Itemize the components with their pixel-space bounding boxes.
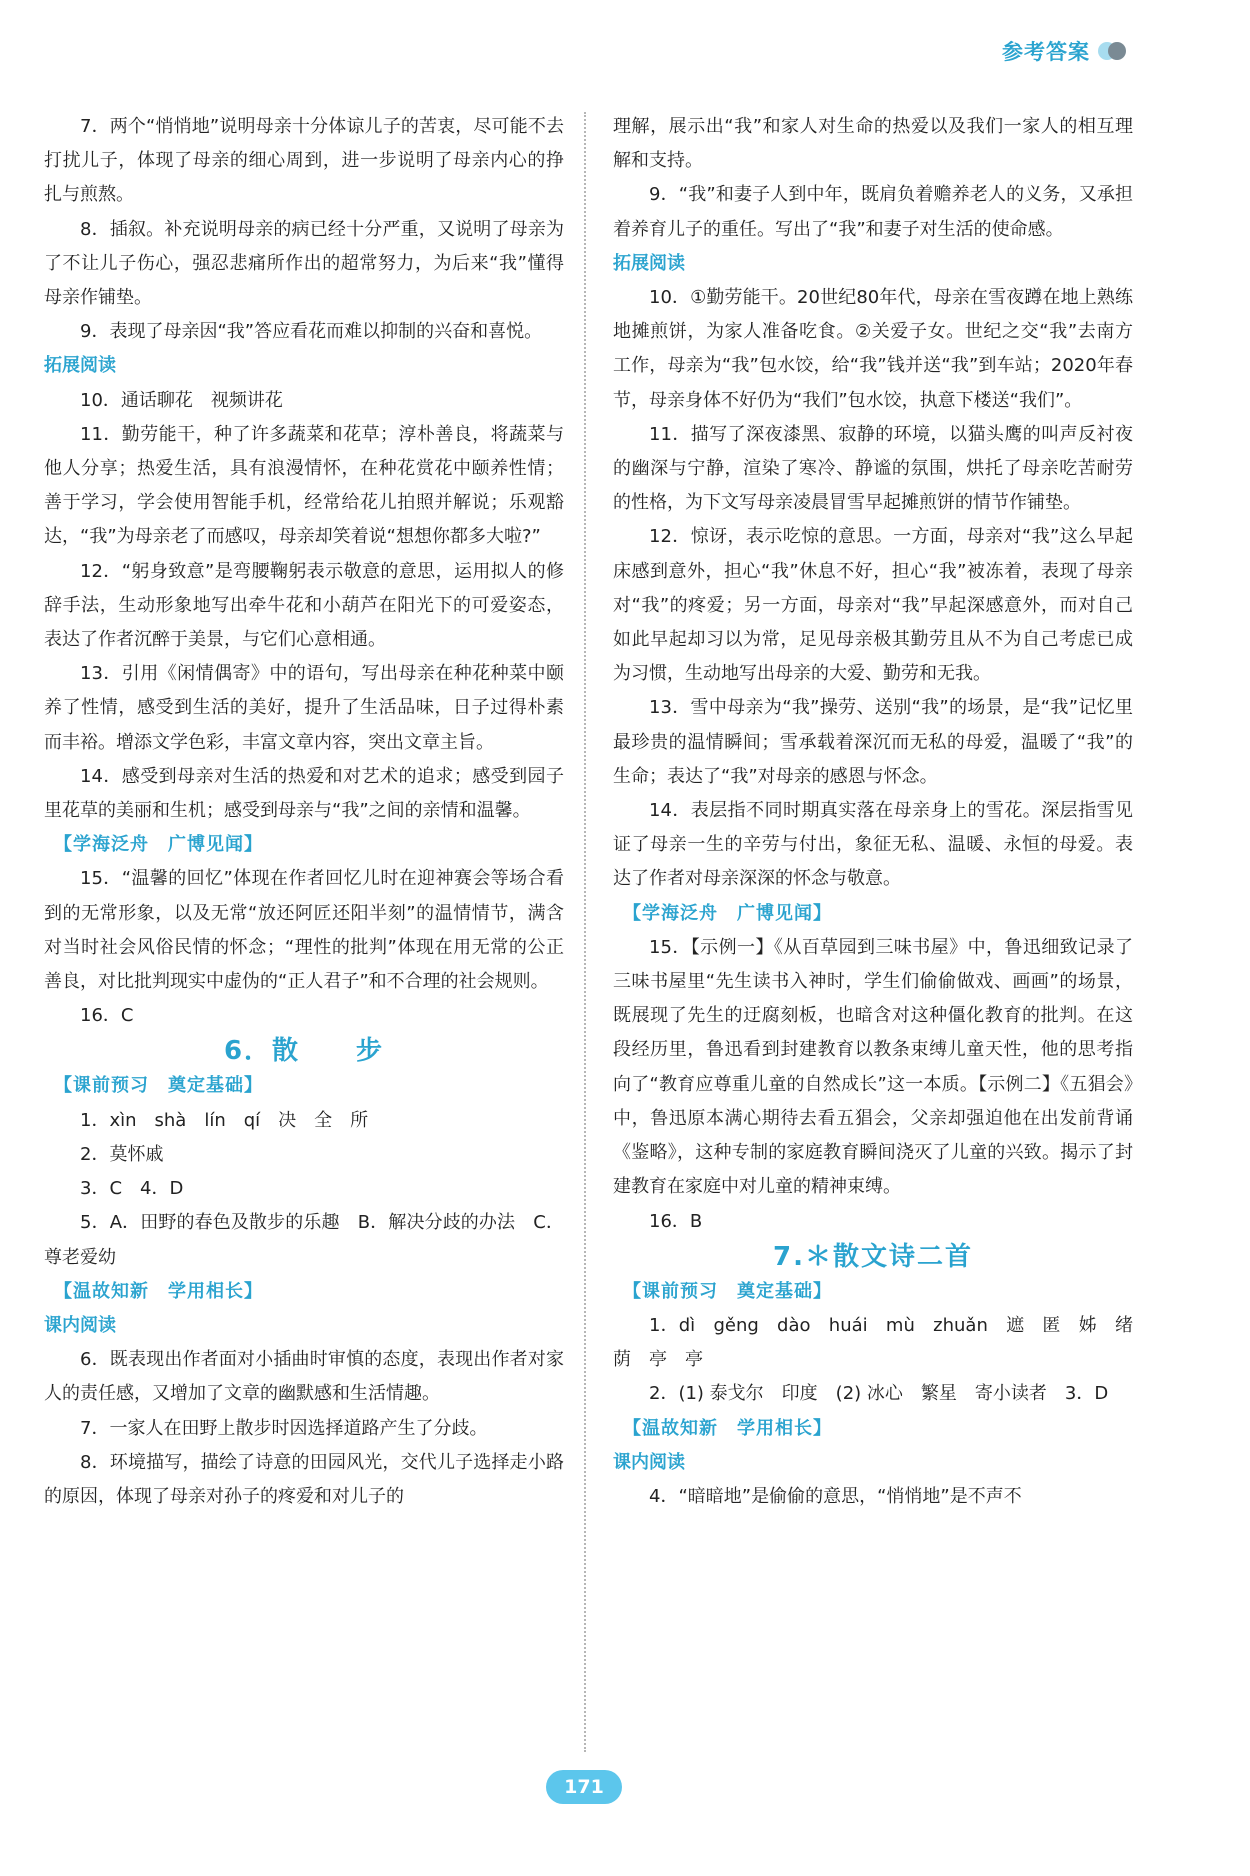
answer-paragraph: 11．勤劳能干，种了许多蔬菜和花草；淳朴善良，将蔬菜与他人分享；热爱生活，具有浪漫情怀，在种花赏花中颐养性情；善于学习，学会使用智能手机，经常给花儿拍照并解说；乐观豁达，“我”为母亲老了而感叹，母亲却笑着说“想想你都多大啦?” <box>44 423 564 548</box>
answer-paragraph: 5．A．田野的春色及散步的乐趣 B．解决分歧的办法 C．尊老爱幼 <box>44 1212 564 1268</box>
lesson-title: 7.＊散文诗二首 <box>773 1241 973 1272</box>
answer-paragraph: 14．表层指不同时期真实落在母亲身上的雪花。深层指雪见证了母亲一生的辛劳与付出，象征无私、温暖、永恒的母爱。表达了作者对母亲深深的怀念与敬意。 <box>613 800 1133 890</box>
answer-paragraph: 12．惊讶，表示吃惊的意思。一方面，母亲对“我”这么早起床感到意外，担心“我”休息不好，担心“我”被冻着，表现了母亲对“我”的疼爱；另一方面，母亲对“我”早起深感意外，而对自己如此早起却习以为常，足见母亲极其勤劳且从不为自己考虑已成为习惯，生动地写出母亲的大爱、勤劳和无我。 <box>613 526 1133 685</box>
answer-paragraph: 9．表现了母亲因“我”答应看花而难以抑制的兴奋和喜悦。 <box>80 321 543 343</box>
section-heading: 【学海泛舟 广博见闻】 <box>54 834 263 856</box>
column-divider <box>584 112 586 1752</box>
answer-paragraph: 10．①勤劳能干。20世纪80年代，母亲在雪夜蹲在地上熟练地摊煎饼，为家人准备吃食。②关爱子女。世纪之交“我”去南方工作，母亲为“我”包水饺，给“我”钱并送“我”到车站；2020年春节，母亲身体不好仍为“我们”包水饺，执意下楼送“我们”。 <box>613 287 1133 411</box>
answer-paragraph: 16．C <box>80 1005 134 1027</box>
answer-paragraph: 理解，展示出“我”和家人对生命的热爱以及我们一家人的相互理解和支持。 <box>613 116 1133 172</box>
answer-paragraph: 16．B <box>649 1210 703 1232</box>
answer-paragraph: 12．“躬身致意”是弯腰鞠躬表示敬意的意思，运用拟人的修辞手法，生动形象地写出牵牛花和小葫芦在阳光下的可爱姿态，表达了作者沉醉于美景，与它们心意相通。 <box>44 560 564 651</box>
answer-paragraph: 14．感受到母亲对生活的热爱和对艺术的追求；感受到园子里花草的美丽和生机；感受到母亲与“我”之间的亲情和温馨。 <box>44 765 564 822</box>
answer-paragraph: 9．“我”和妻子人到中年，既肩负着赡养老人的义务，又承担着养育儿子的重任。写出了“我”和妻子对生活的使命感。 <box>613 184 1133 240</box>
page-number: 171 <box>546 1770 622 1804</box>
left-column <box>44 110 564 1514</box>
subsection-heading: 拓展阅读 <box>613 252 685 274</box>
answer-paragraph: 15．【示例一】《从百草园到三味书屋》中，鲁迅细致记录了三味书屋里“先生读书入神时，学生们偷偷做戏、画画”的场景，既展现了先生的迂腐刻板，也暗含对这种僵化教育的批判。在这段经历里，鲁迅看到封建教育以教条束缚儿童天性，他的思考指向了“教育应尊重儿童的自然成长”这一本质。【示例二】《五猖会》中，鲁迅原本满心期待去看五猖会，父亲却强迫他在出发前背诵《鉴略》，这种专制的家庭教育瞬间浇灭了儿童的兴致。揭示了封建教育在家庭中对儿童的精神束缚。 <box>613 936 1133 1198</box>
answer-key-header <box>1002 36 1130 66</box>
section-heading: 【温故知新 学用相长】 <box>54 1280 263 1302</box>
answer-paragraph: 7．一家人在田野上散步时因选择道路产生了分歧。 <box>80 1417 488 1439</box>
section-heading: 【课前预习 奠定基础】 <box>54 1075 263 1097</box>
section-heading: 【温故知新 学用相长】 <box>623 1417 832 1439</box>
section-heading: 【课前预习 奠定基础】 <box>623 1280 832 1302</box>
answer-paragraph: 10．通话聊花 视频讲花 <box>80 389 283 411</box>
section-heading: 【学海泛舟 广博见闻】 <box>623 902 832 924</box>
answer-paragraph: 3．C 4．D <box>80 1178 184 1200</box>
answer-paragraph: 7．两个“悄悄地”说明母亲十分体谅儿子的苦衷，尽可能不去打扰儿子，体现了母亲的细心周到，进一步说明了母亲内心的挣扎与煎熬。 <box>44 116 564 206</box>
answer-paragraph: 6．既表现出作者面对小插曲时审慎的态度，表现出作者对家人的责任感，又增加了文章的幽默感和生活情趣。 <box>44 1349 564 1405</box>
lesson-title: 6．散 步 <box>223 1036 385 1067</box>
subsection-heading: 课内阅读 <box>44 1314 116 1336</box>
answer-paragraph: 2．(1) 泰戈尔 印度 (2) 冰心 繁星 寄小读者 3．D <box>649 1383 1109 1405</box>
answer-paragraph: 11．描写了深夜漆黑、寂静的环境，以猫头鹰的叫声反衬夜的幽深与宁静，渲染了寒冷、静谧的氛围，烘托了母亲吃苦耐劳的性格，为下文写母亲凌晨冒雪早起摊煎饼的情节作铺垫。 <box>613 423 1133 514</box>
subsection-heading: 课内阅读 <box>613 1451 685 1473</box>
answer-paragraph: 1．dì gěng dào huái mù zhuǎn 遮 匿 姊 绪 荫 亭 亭 <box>613 1314 1151 1371</box>
answer-paragraph: 8．环境描写，描绘了诗意的田园风光，交代儿子选择走小路的原因，体现了母亲对孙子的疼爱和对儿子的 <box>44 1451 564 1507</box>
answer-paragraph: 4．“暗暗地”是偷偷的意思，“悄悄地”是不声不 <box>649 1485 1022 1507</box>
answer-paragraph: 8．插叙。补充说明母亲的病已经十分严重，又说明了母亲为了不让儿子伤心，强忍悲痛所作出的超常努力，为后来“我”懂得母亲作铺垫。 <box>44 218 564 309</box>
header-decoration-icon <box>1098 40 1130 62</box>
answer-paragraph: 13．引用《闲情偶寄》中的语句，写出母亲在种花种菜中颐养了性情，感受到生活的美好，提升了生活品味，日子过得朴素而丰裕。增添文学色彩，丰富文章内容，突出文章主旨。 <box>44 663 564 753</box>
header-tag-label: 参考答案 <box>1002 40 1090 64</box>
subsection-heading: 拓展阅读 <box>44 355 116 377</box>
right-column <box>613 110 1151 1514</box>
answer-paragraph: 2．莫怀戚 <box>80 1143 164 1165</box>
answer-paragraph: 13．雪中母亲为“我”操劳、送别“我”的场景，是“我”记忆里最珍贵的温情瞬间；雪承载着深沉而无私的母爱，温暖了“我”的生命；表达了“我”对母亲的感恩与怀念。 <box>613 697 1133 787</box>
answer-paragraph: 1．xìn shà lín qí 决 全 所 <box>80 1109 369 1131</box>
answer-paragraph: 15．“温馨的回忆”体现在作者回忆儿时在迎神赛会等场合看到的无常形象，以及无常“放还阿匠还阳半刻”的温情情节，满含对当时社会风俗民情的怀念；“理性的批判”体现在用无常的公正善良，对比批判现实中虚伪的“正人君子”和不合理的社会规则。 <box>44 868 564 993</box>
